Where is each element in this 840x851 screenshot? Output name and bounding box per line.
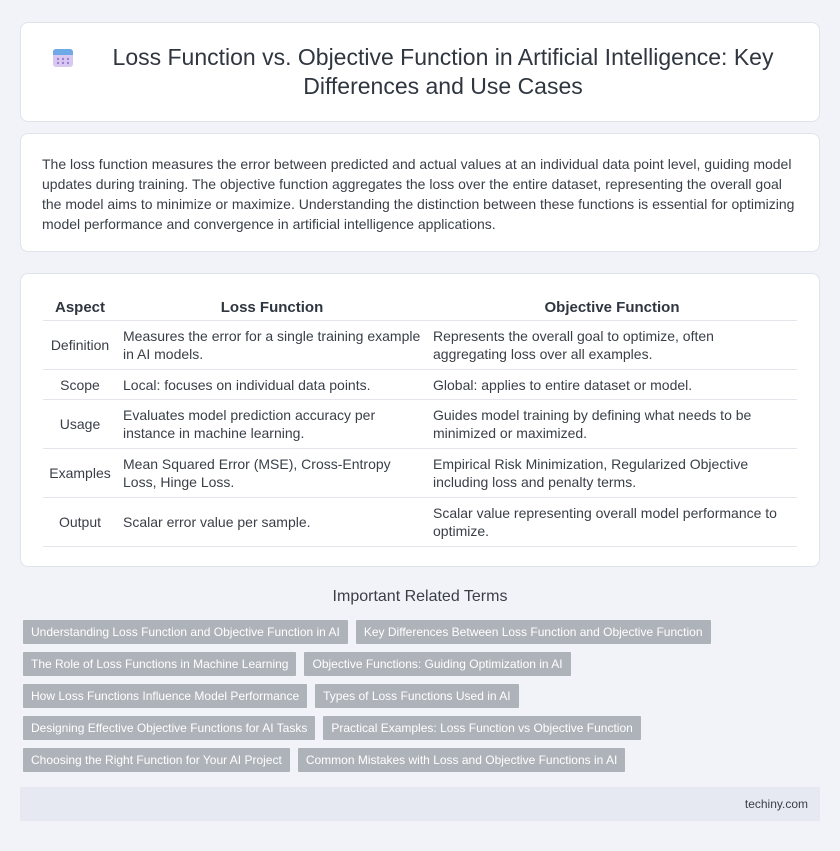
related-terms-list	[23, 620, 823, 780]
related-term-tag[interactable]: Key Differences Between Loss Function and Objective Function	[356, 620, 711, 644]
related-term-tag[interactable]: How Loss Functions Influence Model Performance	[23, 684, 307, 708]
row-aspect: Output	[43, 498, 117, 547]
header-loss-function: Loss Function	[220, 299, 324, 316]
footer-site[interactable]: techiny.com	[744, 797, 808, 811]
row-objective: Empirical Risk Minimization, Regularized Objective including loss and penalty terms.	[427, 449, 797, 498]
intro-card	[20, 133, 820, 252]
related-term-tag[interactable]: Choosing the Right Function for Your AI Project	[23, 748, 290, 772]
related-term-tag[interactable]: Practical Examples: Loss Function vs Objective Function	[323, 716, 640, 740]
table-row	[43, 321, 797, 370]
comparison-table-card	[20, 273, 820, 567]
related-term-tag[interactable]: The Role of Loss Functions in Machine Learning	[23, 652, 296, 676]
table-row	[43, 400, 797, 449]
row-objective: Global: applies to entire dataset or model.	[427, 370, 797, 400]
footer	[20, 787, 820, 821]
row-aspect: Scope	[43, 370, 117, 400]
related-term-tag[interactable]: Designing Effective Objective Functions for AI Tasks	[23, 716, 315, 740]
row-loss: Measures the error for a single training example in AI models.	[117, 321, 427, 370]
row-loss: Mean Squared Error (MSE), Cross-Entropy Loss, Hinge Loss.	[117, 449, 427, 498]
header-aspect: Aspect	[54, 299, 106, 316]
related-term-tag[interactable]: Common Mistakes with Loss and Objective Functions in AI	[298, 748, 625, 772]
comparison-table	[43, 295, 797, 547]
related-terms-title: Important Related Terms	[332, 588, 508, 605]
row-aspect: Usage	[43, 400, 117, 449]
related-term-tag[interactable]: Objective Functions: Guiding Optimization in AI	[304, 652, 570, 676]
row-loss: Scalar error value per sample.	[117, 498, 427, 547]
table-row	[43, 498, 797, 547]
related-term-tag[interactable]: Understanding Loss Function and Objective Function in AI	[23, 620, 348, 644]
table-row	[43, 370, 797, 400]
calendar-icon	[51, 45, 75, 69]
table-header-row	[43, 295, 797, 321]
row-loss: Local: focuses on individual data points.	[117, 370, 427, 400]
header-objective-function: Objective Function	[544, 299, 680, 316]
row-aspect: Examples	[43, 449, 117, 498]
row-loss: Evaluates model prediction accuracy per instance in machine learning.	[117, 400, 427, 449]
intro-paragraph: The loss function measures the error between predicted and actual values at an individual data point level, guiding model updates during training. The objective function aggregates the loss over the entire dataset, representing the overall goal the model aims to minimize or maximize. Understanding the distinction between these functions is essential for optimizing model performance and convergence in artificial intelligence applications.	[42, 156, 795, 232]
row-objective: Guides model training by defining what needs to be minimized or maximized.	[427, 400, 797, 449]
related-term-tag[interactable]: Types of Loss Functions Used in AI	[315, 684, 518, 708]
row-aspect: Definition	[43, 321, 117, 370]
row-objective: Represents the overall goal to optimize, often aggregating loss over all examples.	[427, 321, 797, 370]
title-wrap	[21, 23, 819, 121]
page-title: Loss Function vs. Objective Function in Artificial Intelligence: Key Differences and Use Cases	[112, 44, 774, 99]
title-card	[20, 22, 820, 122]
row-objective: Scalar value representing overall model performance to optimize.	[427, 498, 797, 547]
table-row	[43, 449, 797, 498]
